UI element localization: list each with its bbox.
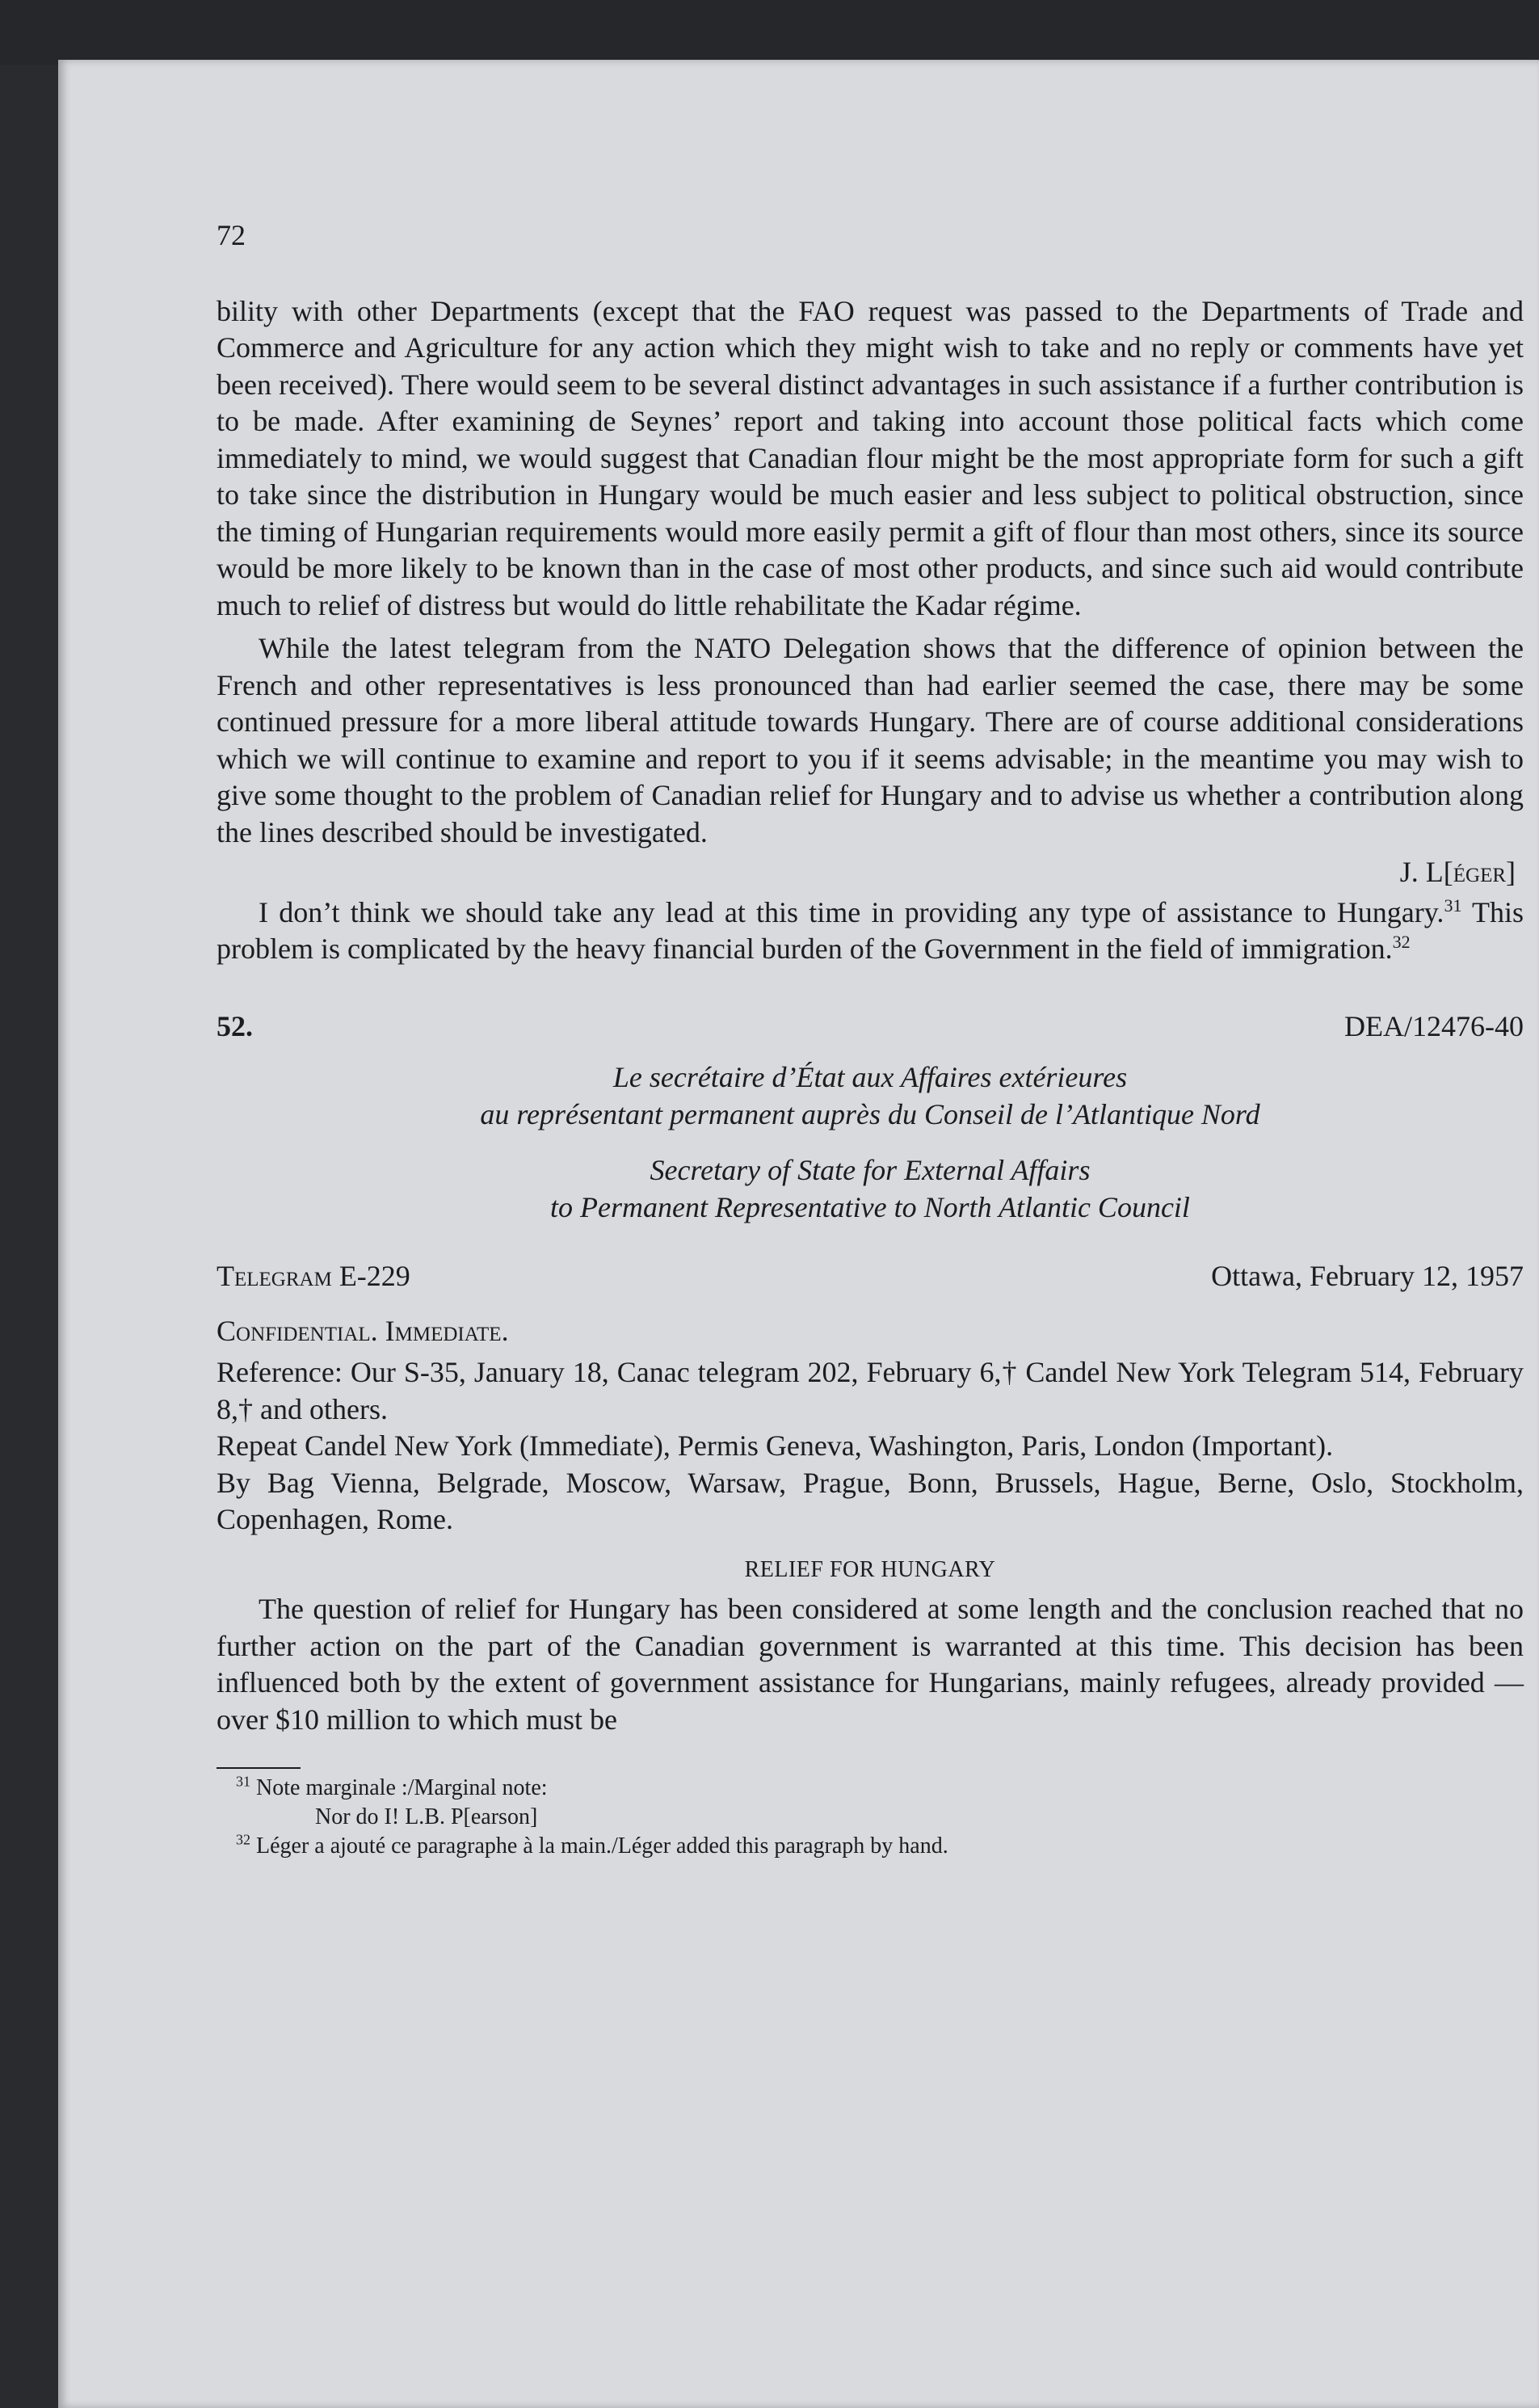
paragraph-1: bility with other Departments (except that the FAO request was passed to the Departments of Trade and Commerce and Agriculture for any action which they might wish to take and no reply or comments have yet been received). There would seem to be several distinct advantages in such assistance if a further contribution is to be made. After examining de Seynes’ report and taking into account those political facts which come immediately to mind, we would suggest that Canadian flour might be the most appropriate form for such a gift to take since the distribution in Hungary would be much easier and less subject to political obstruction, since the timing of Hungarian requirements would more easily permit a gift of flour than most others, since its source would be more likely to be known than in the case of most other products, and since such aid would contribute much to relief of distress but would do little rehabilitate the Kadar régime. xyxy=(217,294,1524,621)
heading-en-line-1: Secretary of State for External Affairs xyxy=(650,1154,1091,1186)
footnote-cont-31: Nor do I! L.B. P[earson] xyxy=(315,1804,538,1829)
heading-fr-line-1: Le secrétaire d’État aux Affaires extérieures xyxy=(612,1061,1128,1093)
footnote-text-31: Note marginale :/Marginal note: xyxy=(256,1775,548,1800)
heading-fr-line-2: au représentant permanent auprès du Conseil de l’Atlantique Nord xyxy=(480,1097,1260,1130)
marginal-text-2: This problem is complicated by the heavy financial burden of the Government in the field of immigration. xyxy=(217,895,1524,965)
page-content xyxy=(217,217,1524,1861)
footnote-text-32: Léger a ajouté ce paragraphe à la main./Léger added this paragraph by hand. xyxy=(256,1833,948,1859)
document-reference: DEA/12476-40 xyxy=(1344,1009,1524,1042)
document-header xyxy=(217,1008,1524,1046)
telegram-number: Telegram E-229 xyxy=(217,1260,410,1292)
marginal-text-1: I don’t think we should take any lead at this time in providing any type of assistance to Hungary. xyxy=(259,895,1444,928)
footnote-ref-31: 31 xyxy=(1444,895,1462,916)
page-number: 72 xyxy=(217,219,246,251)
signature: J. L[éger] xyxy=(1399,856,1516,888)
body-paragraph: The question of relief for Hungary has been considered at some length and the conclusion reached that no further action on the part of the Canadian government is warranted at this time. This decision has been influenced both by the extent of government assistance for Hungarians, mainly refugees, already provided — over $10 million to which must be xyxy=(217,1593,1524,1736)
book-page xyxy=(58,60,1539,2408)
footnote-num-31: 31 xyxy=(236,1773,250,1790)
place-date: Ottawa, February 12, 1957 xyxy=(1211,1260,1524,1292)
footnote-31 xyxy=(236,1774,1524,1832)
repeat-line: Repeat Candel New York (Immediate), Permis Geneva, Washington, Paris, London (Important). xyxy=(217,1429,1334,1462)
footnote-num-32: 32 xyxy=(236,1831,250,1848)
document-number: 52. xyxy=(217,1009,253,1042)
heading-en-line-2: to Permanent Representative to North Atlantic Council xyxy=(550,1190,1190,1223)
background-shade xyxy=(0,0,1539,65)
marginal-paragraph xyxy=(217,895,1524,968)
heading-english xyxy=(217,1152,1524,1226)
reference-line: Reference: Our S-35, January 18, Canac telegram 202, February 6,† Candel New York Telegram 514, February 8,† and others. xyxy=(217,1356,1524,1425)
footnote-rule xyxy=(217,1767,301,1769)
heading-french xyxy=(217,1059,1524,1133)
classification: Confidential. Immediate. xyxy=(217,1314,509,1347)
footnote-ref-32: 32 xyxy=(1392,932,1411,952)
footnote-32 xyxy=(236,1832,1524,1861)
paragraph-2: While the latest telegram from the NATO Delegation shows that the difference of opinion between the French and other representatives is less pronounced than had earlier seemed the case, there may be some continued pressure for a more liberal attitude towards Hungary. There are of course additional considerations which we will continue to examine and report to you if it seems advisable; in the meantime you may wish to give some thought to the problem of Canadian relief for Hungary and to advise us whether a contribution along the lines described should be investigated. xyxy=(217,632,1524,848)
telegram-line xyxy=(217,1258,1524,1295)
bag-line: By Bag Vienna, Belgrade, Moscow, Warsaw, Prague, Bonn, Brussels, Hague, Berne, Oslo, Stockholm, Copenhagen, Rome. xyxy=(217,1466,1524,1535)
subject-heading: RELIEF FOR HUNGARY xyxy=(744,1556,996,1582)
